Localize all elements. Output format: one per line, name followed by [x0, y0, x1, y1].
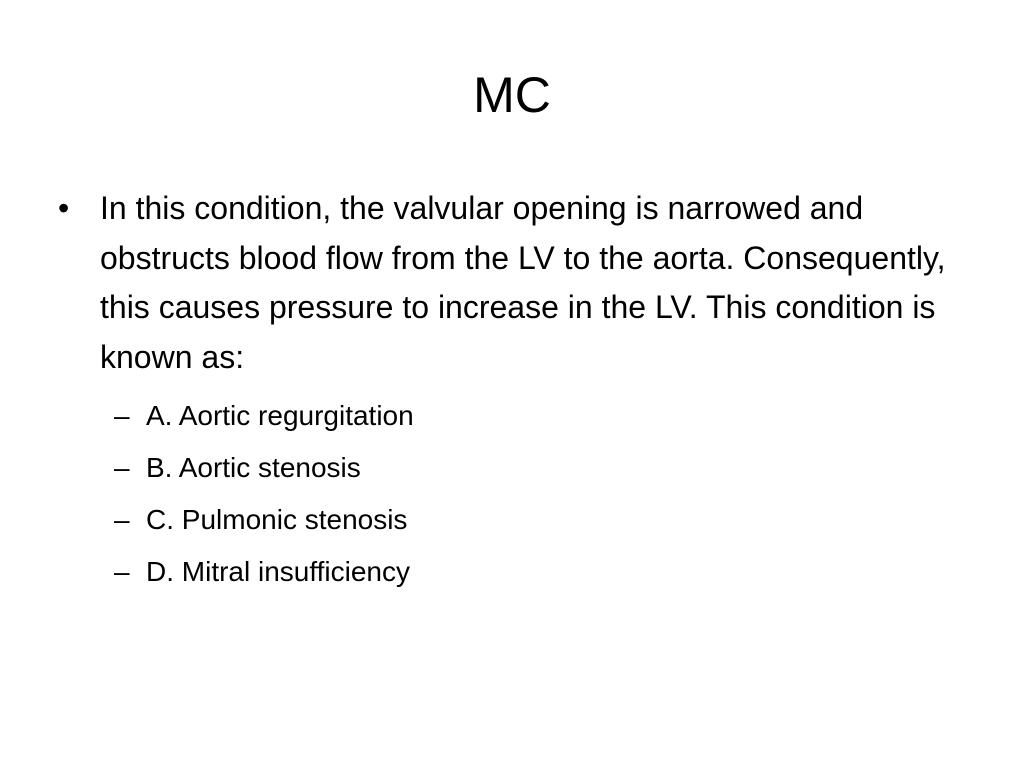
bullet-marker: • [58, 190, 70, 226]
option-marker: – [114, 452, 130, 483]
slide-title: MC [473, 67, 551, 123]
option-d-text: D. Mitral insufficiency [146, 556, 411, 587]
option-b-text: B. Aortic stenosis [146, 452, 361, 483]
option-a-text: A. Aortic regurgitation [146, 400, 414, 431]
option-marker: – [114, 400, 130, 431]
question-text: In this condition, the valvular opening is narrowed and obstructs blood flow from the LV to the aorta. Consequently, this causes pressure to increase in the LV. This condition is known as: [100, 190, 946, 375]
slide-body [58, 184, 950, 598]
option-d [100, 546, 950, 598]
options-list [100, 390, 950, 598]
option-c-text: C. Pulmonic stenosis [146, 504, 408, 535]
option-b [100, 442, 950, 494]
option-marker: – [114, 504, 130, 535]
question-bullet [58, 184, 950, 598]
option-c [100, 494, 950, 546]
option-a [100, 390, 950, 442]
option-marker: – [114, 556, 130, 587]
